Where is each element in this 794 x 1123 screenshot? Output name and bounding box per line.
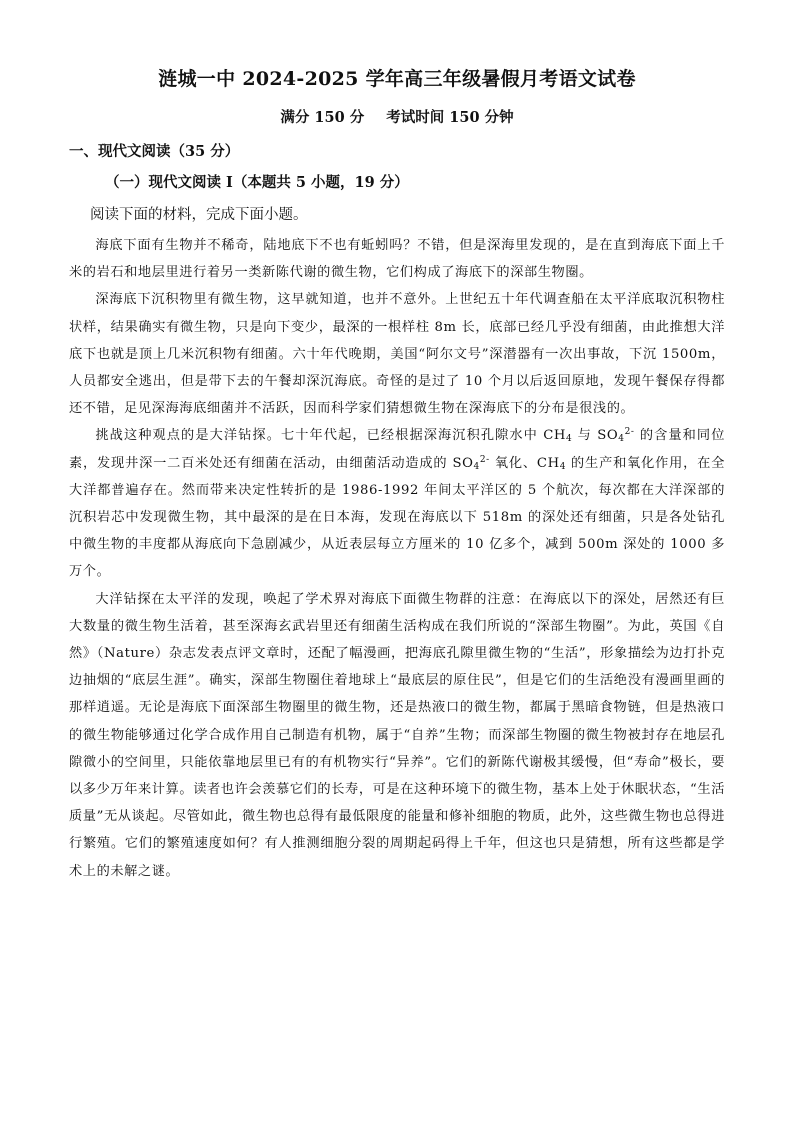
- passage-paragraph-4: 大洋钻探在太平洋的发现，唤起了学术界对海底下面微生物群的注意：在海底以下的深处，居然还有巨大数量的微生物生活着，甚至深海玄武岩里还有细菌生活构成在我们所说的“深部生物圈”。为此，英国《自然》（Nature）杂志发表点评文章时，还配了幅漫画，把海底孔隙里微生物的“生活”，形象描绘为边打扑克边抽烟的“底层生涯”。确实，深部生物圈住着地球上“最底层的原住民”，但是它们的生活绝没有漫画里画的那样逍遥。无论是海底下面深部生物圈里的微生物，还是热液口的微生物，都属于黑暗食物链，但是热液口的微生物能够通过化学合成作用自己制造有机物，属于“自养”生物；而深部生物圈的微生物被封存在地层孔隙微小的空间里，只能依靠地层里已有的有机物实行“异养”。它们的新陈代谢极其缓慢，但“寿命”极长，要以多少万年来计算。读者也许会羡慕它们的长寿，可是在这种环境下的微生物，基本上处于休眠状态，“生活质量”无从谈起。尽管如此，微生物也总得有最低限度的能量和修补细胞的物质，此外，这些微生物也总得进行繁殖。它们的繁殖速度如何？有人推测细胞分裂的周期起码得上千年，但这也只是猜想，所有这些都是学术上的未解之谜。: [69, 591, 725, 879]
- p3-text-b: 与 SO: [572, 428, 619, 444]
- subsection-heading: （一）现代文阅读 I（本题共 5 小题，19 分）: [105, 174, 409, 191]
- p3-sup-so4-1: 2-: [624, 427, 635, 438]
- exam-meta: [0, 106, 794, 127]
- reading-instruction: 阅读下面的材料，完成下面小题。: [90, 207, 308, 223]
- p3-text-e: 的生产和氧化作用，在全大洋都普遍存在。然而带来决定性转折的是 1986-1992 年间太平洋区的 5 个航次，每次都在大洋深部的沉积岩芯中发现微生物，其中最深的是在日本海，发现在海底以下 518m 的深处还有细菌，只是各处钻孔中微生物的丰度都从海底向下急剧减少，从近表层每立方厘米的 10 亿多个，减到 500m 深处的 1000 多万个。: [69, 455, 725, 580]
- passage-paragraph-3: [69, 422, 725, 585]
- full-score: 满分 150 分: [280, 109, 365, 126]
- exam-time: 考试时间 150 分钟: [386, 109, 514, 126]
- p3-sup-so4-2: 2-: [479, 454, 490, 465]
- reading-passage: [69, 232, 725, 885]
- p3-sub-so4-2: 4: [473, 461, 480, 472]
- passage-paragraph-1: 海底下面有生物并不稀奇，陆地底下不也有蚯蚓吗？不错，但是深海里发现的，是在直到海底下面上千米的岩石和地层里进行着另一类新陈代谢的微生物，它们构成了海底下的深部生物圈。: [69, 238, 725, 281]
- passage-paragraph-2: 深海底下沉积物里有微生物，这早就知道，也并不意外。上世纪五十年代调查船在太平洋底取沉积物柱状样，结果确实有微生物，只是向下变少，最深的一根样柱 8m 长，底部已经几乎没有细菌，由此推想大洋底下也就是顶上几米沉积物有细菌。六十年代晚期，美国“阿尔文号”深潜器有一次出事故，下沉 1500m，人员都安全逃出，但是带下去的午餐却深沉海底。奇怪的是过了 10 个月以后返回原地，发现午餐保存得都还不错，足见深海海底细菌并不活跃，因而科学家们猜想微生物在深海底下的分布是很浅的。: [69, 292, 725, 417]
- p3-text-d: 氧化、CH: [489, 455, 560, 471]
- exam-title: 涟城一中 2024-2025 学年高三年级暑假月考语文试卷: [158, 68, 636, 90]
- p3-text-c: 的含量和同位素，发现井深一二百米处还有细菌在活动，由细菌活动造成的 SO: [69, 428, 725, 471]
- p3-sub-so4-1: 4: [618, 434, 625, 445]
- section-heading: 一、现代文阅读（35 分）: [69, 143, 240, 160]
- p3-text-a: 挑战这种观点的是大洋钻探。七十年代起，已经根据深海沉积孔隙水中 CH: [95, 428, 567, 444]
- p3-sub-ch4-1: 4: [566, 434, 573, 445]
- p3-sub-ch4-2: 4: [559, 461, 567, 472]
